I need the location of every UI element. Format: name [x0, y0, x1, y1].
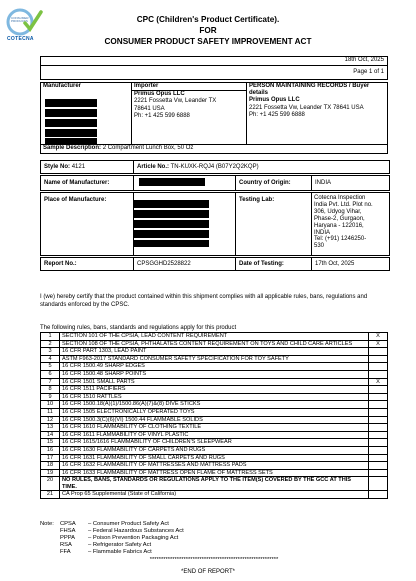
- rule-text: 16 CFR 1630 FLAMMABILITY OF CARPETS AND RUGS: [60, 446, 369, 454]
- rule-applies-mark: X: [369, 333, 388, 341]
- rule-row: [41, 363, 388, 371]
- rule-text: 16 CFR 1500.48 SHARP POINTS: [60, 370, 369, 378]
- redaction-bar: [133, 220, 209, 228]
- note-abbr: PPPA: [60, 535, 76, 541]
- rule-number: 15: [41, 439, 60, 447]
- rule-applies-mark: X: [369, 340, 388, 348]
- rule-applies-mark: [369, 355, 388, 363]
- rule-applies-mark: [369, 477, 388, 491]
- report-row: [40, 257, 390, 271]
- rule-text: 16 CFR 1631 FLAMMABILITY OF SMALL CARPETS AND RUGS: [60, 454, 369, 462]
- rule-number: 3: [41, 348, 60, 356]
- rule-row: [41, 348, 388, 356]
- rule-row: [41, 393, 388, 401]
- stars-divider: *********************************************************: [149, 557, 279, 563]
- rule-text: 16 CFR 1501 SMALL PARTS: [60, 378, 369, 386]
- page-number-box: [40, 65, 388, 80]
- rule-applies-mark: [369, 424, 388, 432]
- report-label: Report No.:: [44, 261, 77, 267]
- importer-zip: 78641 USA: [134, 105, 165, 112]
- testing-lab-label: Testing Lab:: [239, 197, 275, 203]
- rule-row: [41, 431, 388, 439]
- rule-text: ASTM F963-2017 STANDARD CONSUMER SAFETY SPECIFICATION FOR TOY SAFETY: [60, 355, 369, 363]
- rule-applies-mark: [369, 454, 388, 462]
- rule-text: 16 CFR PART 1303, LEAD PAINT: [60, 348, 369, 356]
- records-name: Primus Opus LLC: [249, 97, 300, 104]
- rule-row: [41, 469, 388, 477]
- rule-row: [41, 424, 388, 432]
- rule-number: 10: [41, 401, 60, 409]
- rule-number: 19: [41, 469, 60, 477]
- rule-number: 13: [41, 424, 60, 432]
- rule-applies-mark: [369, 469, 388, 477]
- note-desc: – Poison Prevention Packaging Act: [88, 535, 179, 541]
- rule-row: [41, 340, 388, 348]
- style-row: [40, 160, 390, 174]
- rule-text: 16 CFR 1615/1616 FLAMMABILITY OF CHILDREN'S SLEEPWEAR: [60, 439, 369, 447]
- rule-row: [41, 439, 388, 447]
- note-abbr: RSA: [60, 542, 72, 548]
- rule-number: 9: [41, 393, 60, 401]
- redaction-bar: [45, 129, 97, 137]
- manufacturer-name-label: Name of Manufacturer:: [44, 180, 110, 186]
- rule-row: [41, 462, 388, 470]
- place-label: Place of Manufacture:: [44, 197, 107, 203]
- rule-text: CA Prop 65 Supplemental (State of California): [60, 491, 369, 499]
- rule-row: [41, 454, 388, 462]
- rule-number: 20: [41, 477, 60, 491]
- style-label: Style No:: [44, 164, 71, 170]
- rule-row: [41, 446, 388, 454]
- importer-label: Importer: [134, 83, 159, 89]
- rule-applies-mark: [369, 393, 388, 401]
- importer-name: Primus Opus LLC: [132, 90, 246, 98]
- rule-text: 16 CFR 1510 RATTLES: [60, 393, 369, 401]
- page-number: Page 1 of 1: [353, 69, 384, 75]
- rule-text: 16 CFR 1633 FLAMMABILITY OF MATTRESS OPEN FLAME OF MATTRESS SETS: [60, 469, 369, 477]
- document-title: CPC (Children's Product Certificate). FOR CONSUMER PRODUCT SAFETY IMPROVEMENT ACT: [104, 15, 312, 46]
- redaction-bar: [45, 119, 97, 127]
- manufacturer-name-row: [40, 175, 390, 191]
- rule-number: 17: [41, 454, 60, 462]
- rule-text: 16 CFR 1511 PACIFIERS: [60, 386, 369, 394]
- rule-row: [41, 491, 388, 499]
- place-row: [40, 192, 390, 256]
- rule-applies-mark: [369, 491, 388, 499]
- redaction-bar: [133, 210, 209, 218]
- logo-text: CONSUMER PRODUCTS: [11, 16, 29, 24]
- rule-row: [41, 401, 388, 409]
- rule-text: 16 CFR 1610 FLAMMABILITY OF CLOTHING TEXTILE: [60, 424, 369, 432]
- records-address: 2221 Fossetta Vw, Leander TX 78641 USA: [249, 104, 364, 111]
- redaction-bar: [133, 200, 209, 208]
- records-label: PERSON MAINTAINING RECORDS / Buyer details: [249, 83, 370, 97]
- rule-applies-mark: [369, 386, 388, 394]
- rule-applies-mark: [369, 363, 388, 371]
- rule-text: 16 CFR 1632 FLAMMABILITY OF MATTRESSES AND MATTRESS PADS: [60, 462, 369, 470]
- rule-number: 6: [41, 370, 60, 378]
- importer-address: 2221 Fossetta Vw, Leander TX: [134, 98, 217, 105]
- testing-date-value: 17th Oct, 2025: [315, 261, 355, 267]
- origin-value: INDIA: [315, 180, 332, 186]
- certification-statement: I (we) hereby certify that the product contained within this shipment complies with all applicable rules, bans, regulations and standards enforced by the CPSC.: [40, 294, 368, 308]
- rule-text: 16 CFR 1500.18(A)(1)/1500.86(A)(7)&(8) DIVE STICKS: [60, 401, 369, 409]
- rule-number: 16: [41, 446, 60, 454]
- rule-number: 4: [41, 355, 60, 363]
- end-of-report: *END OF REPORT*: [181, 569, 235, 575]
- rule-number: 12: [41, 416, 60, 424]
- rule-applies-mark: [369, 370, 388, 378]
- article-value: TN-KUXK-RQJ4 (B07Y2Q2KQP): [170, 164, 259, 170]
- rule-text: 16 CFR 1500.3(C)(6)(VI) 1500.44 FLAMMABLE SOLIDS: [60, 416, 369, 424]
- rule-applies-mark: [369, 446, 388, 454]
- rule-row: [41, 378, 388, 386]
- rule-text: 16 CFR 1500.49 SHARP EDGES: [60, 363, 369, 371]
- rule-number: 11: [41, 408, 60, 416]
- testing-date-label: Date of Testing:: [239, 261, 284, 267]
- note-desc: – Refrigerator Safety Act: [88, 542, 152, 548]
- records-phone: Ph: +1 425 599 6888: [249, 111, 305, 118]
- rule-applies-mark: [369, 408, 388, 416]
- note-abbr: FHSA: [60, 528, 76, 534]
- redaction-bar: [45, 99, 97, 107]
- rule-text: 16 CFR 1611 FLAMMABILITY OF VINYL PLASTIC: [60, 431, 369, 439]
- rule-applies-mark: X: [369, 378, 388, 386]
- logo-brand: COTECNA: [7, 36, 34, 42]
- note-abbr: FFA: [60, 549, 71, 555]
- manufacturer-label: Manufacturer: [43, 83, 82, 89]
- origin-label: Country of Origin:: [239, 180, 291, 186]
- note-abbr: CPSA: [60, 521, 76, 527]
- rule-applies-mark: [369, 439, 388, 447]
- rule-applies-mark: [369, 348, 388, 356]
- note-desc: – Flammable Fabrics Act: [88, 549, 152, 555]
- rule-number: 2: [41, 340, 60, 348]
- note-desc: – Federal Hazardous Substances Act: [88, 528, 184, 534]
- report-date: 18th Oct, 2025: [344, 57, 384, 63]
- importer-phone: Ph: +1 425 599 6888: [134, 112, 190, 119]
- rule-row: [41, 386, 388, 394]
- rule-text: SECTION 108 OF THE CPSIA, PHTHALATES CONTENT REQUIREMENT ON TOYS AND CHILD CARE ARTICLES: [60, 340, 369, 348]
- rule-text: 16 CFR 1505 ELECTRONICALLY OPERATED TOYS: [60, 408, 369, 416]
- rule-row: [41, 416, 388, 424]
- rule-applies-mark: [369, 401, 388, 409]
- notes-section: [40, 521, 388, 564]
- rule-applies-mark: [369, 462, 388, 470]
- rule-row: [41, 408, 388, 416]
- rules-table: [40, 332, 388, 499]
- rule-applies-mark: [369, 416, 388, 424]
- rule-number: 1: [41, 333, 60, 341]
- rule-row: [41, 477, 388, 491]
- style-value: 4121: [71, 164, 86, 170]
- rule-row: [41, 355, 388, 363]
- rule-number: 5: [41, 363, 60, 371]
- rule-number: 8: [41, 386, 60, 394]
- sample-label: Sample Description:: [43, 145, 102, 151]
- report-value: CPSGGHD2528822: [137, 261, 191, 267]
- rules-intro: The following rules, bans, standards and regulations apply for this product: [40, 325, 237, 331]
- rule-number: 21: [41, 491, 60, 499]
- note-desc: – Consumer Product Safety Act: [88, 521, 169, 527]
- rule-applies-mark: [369, 431, 388, 439]
- redaction-bar: [133, 240, 209, 247]
- rule-text: SECTION 101 OF THE CPSIA, LEAD CONTENT REQUIREMENT: [60, 333, 369, 341]
- article-label: Article No.:: [137, 164, 170, 170]
- redaction-bar: [45, 138, 97, 144]
- rule-number: 18: [41, 462, 60, 470]
- rule-row: [41, 333, 388, 341]
- notes-label: Note:: [40, 521, 54, 527]
- testing-lab-address: Cotecna Inspection India Pvt. Ltd. Plot no. 306, Udyog Vihar, Phase-2, Gurgaon, Haryana - 122016, INDIA Tel: (+91) 1246250- 530: [314, 195, 373, 250]
- rule-row: [41, 370, 388, 378]
- rule-text: NO RULES, BANS, STANDARDS OR REGULATIONS APPLY TO THE ITEM(S) COVERED BY THE GCC AT THIS TIME.: [60, 477, 369, 491]
- redaction-bar: [139, 178, 205, 186]
- rule-number: 7: [41, 378, 60, 386]
- rule-number: 14: [41, 431, 60, 439]
- redaction-bar: [133, 230, 209, 238]
- redaction-bar: [45, 109, 97, 117]
- sample-value: 2 Compartment Lunch Box, 50 Oz: [102, 145, 194, 151]
